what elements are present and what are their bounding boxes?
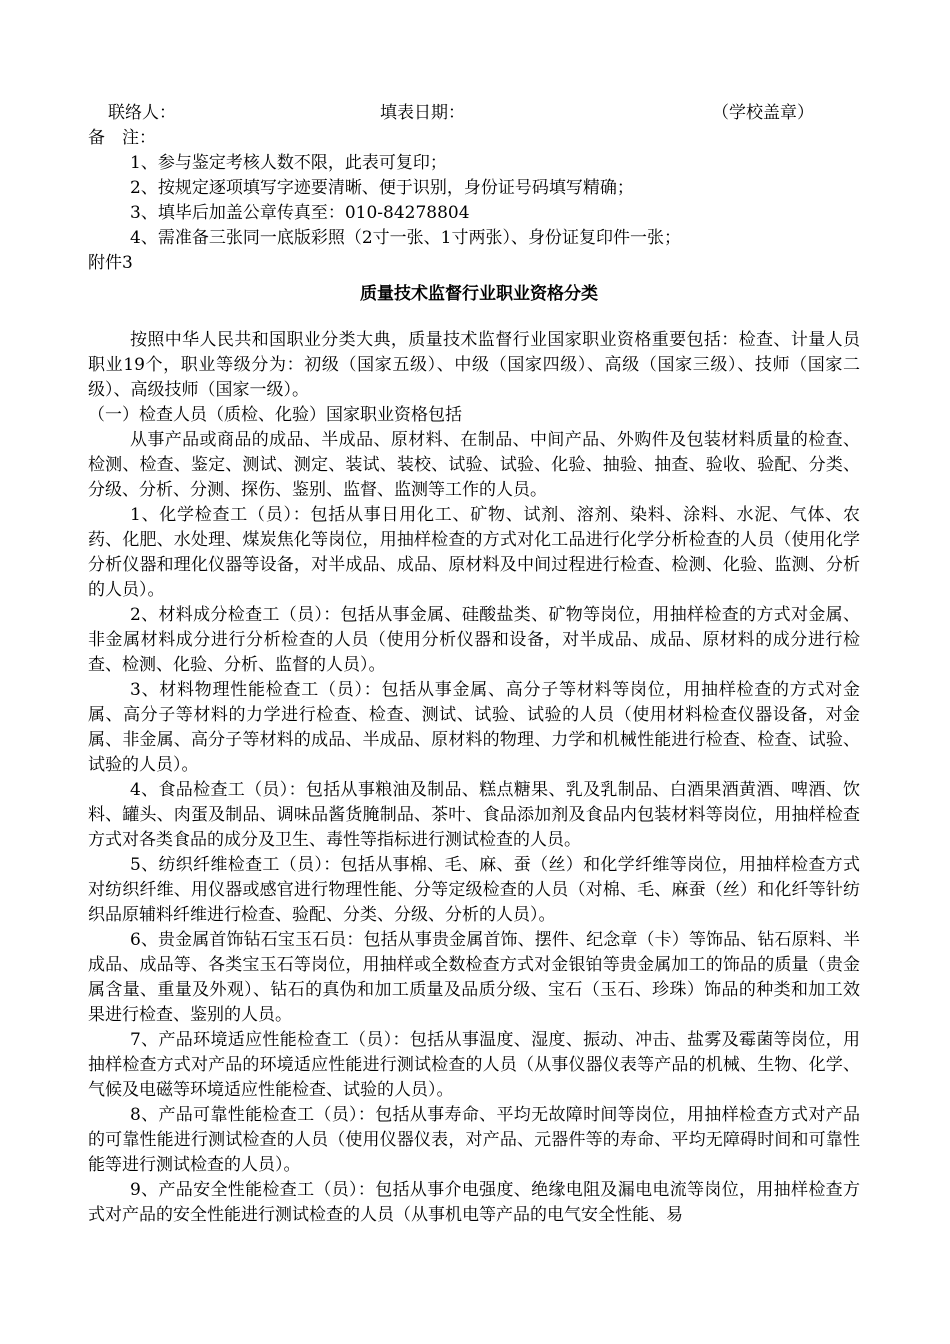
category-item-6: 6、贵金属首饰钻石宝玉石员：包括从事贵金属首饰、摆件、纪念章（卡）等饰品、钻石原料、半成品、成品等、各类宝玉石等岗位，用抽样或全数检查方式对金银铂等贵金属加工的饰品的质量（贵金属含量、重量及外观）、钻石的真伪和加工质量及品质分级、宝石（玉石、珍珠）饰品的种类和加工效果进行检查、鉴别的人员。	[88, 930, 860, 1025]
note-item-1: 1、参与鉴定考核人数不限，此表可复印；	[130, 153, 447, 173]
note-item-2: 2、按规定逐项填写字迹要清晰、便于识别，身份证号码填写精确；	[130, 178, 634, 198]
category-item-3: 3、材料物理性能检查工（员）：包括从事金属、高分子等材料等岗位，用抽样检查的方式对金属、高分子等材料的力学进行检查、检查、测试、试验、试验的人员（使用材料检查仪器设备，对金属、非金属、高分子等材料的成品、半成品、原材料的物理、力学和机械性能进行检查、检查、试验、试验的人员）。	[88, 680, 860, 775]
section-heading: （一）检查人员（质检、化验）国家职业资格包括	[88, 405, 462, 425]
category-item-1: 1、化学检查工（员）：包括从事日用化工、矿物、试剂、溶剂、染料、涂料、水泥、气体、农药、化肥、水处理、煤炭焦化等岗位，用抽样检查的方式对化工品进行化学分析检查的人员（使用化学分析仪器和理化仪器等设备，对半成品、成品、原材料及中间过程进行检查、检测、化验、监测、分析的人员）。	[88, 505, 860, 600]
contact-person-label: 联络人：	[108, 103, 176, 123]
document-page	[88, 101, 860, 1228]
section-description: 从事产品或商品的成品、半成品、原材料、在制品、中间产品、外购件及包装材料质量的检查、检测、检查、鉴定、测试、测定、装试、装校、试验、试验、化验、抽验、抽查、验收、验配、分类、分级、分析、分测、探伤、鉴别、监督、监测等工作的人员。	[88, 430, 860, 500]
category-item-9: 9、产品安全性能检查工（员）：包括从事介电强度、绝缘电阻及漏电电流等岗位，用抽样检查方式对产品的安全性能进行测试检查的人员（从事机电等产品的电气安全性能、易	[88, 1180, 860, 1225]
category-item-7: 7、产品环境适应性能检查工（员）：包括从事温度、湿度、振动、冲击、盐雾及霉菌等岗位，用抽样检查方式对产品的环境适应性能进行测试检查的人员（从事仪器仪表等产品的机械、生物、化学、气候及电磁等环境适应性能检查、试验的人员）。	[88, 1030, 860, 1100]
school-seal-label: （学校盖章）	[712, 103, 814, 123]
category-item-2: 2、材料成分检查工（员）：包括从事金属、硅酸盐类、矿物等岗位，用抽样检查的方式对金属、非金属材料成分进行分析检查的人员（使用分析仪器和设备，对半成品、成品、原材料的成分进行检查、检测、化验、分析、监督的人员）。	[88, 605, 860, 675]
intro-paragraph: 按照中华人民共和国职业分类大典，质量技术监督行业国家职业资格重要包括：检查、计量人员职业19个，职业等级分为：初级（国家五级）、中级（国家四级）、高级（国家三级）、技师（国家二级）、高级技师（国家一级）。	[88, 330, 860, 400]
note-item-3: 3、填毕后加盖公章传真至：010-84278804	[130, 203, 470, 223]
attachment-label: 附件3	[88, 253, 133, 273]
notes-label: 备 注：	[88, 128, 156, 148]
category-item-5: 5、纺织纤维检查工（员）：包括从事棉、毛、麻、蚕（丝）和化学纤维等岗位，用抽样检查方式对纺织纤维、用仪器或感官进行物理性能、分等定级检查的人员（对棉、毛、麻蚕（丝）和化纤等针纺织品原辅料纤维进行检查、验配、分类、分级、分析的人员）。	[88, 855, 860, 925]
category-item-4: 4、食品检查工（员）：包括从事粮油及制品、糕点糖果、乳及乳制品、白酒果酒黄酒、啤酒、饮料、罐头、肉蛋及制品、调味品酱货腌制品、茶叶、食品添加剂及食品内包装材料等岗位，用抽样检查方式对各类食品的成分及卫生、毒性等指标进行测试检查的人员。	[88, 780, 860, 850]
fill-date-label: 填表日期：	[380, 103, 465, 123]
category-item-8: 8、产品可靠性能检查工（员）：包括从事寿命、平均无故障时间等岗位，用抽样检查方式对产品的可靠性能进行测试检查的人员（使用仪器仪表，对产品、元器件等的寿命、平均无障碍时间和可靠性能等进行测试检查的人员）。	[88, 1105, 860, 1175]
document-title: 质量技术监督行业职业资格分类	[360, 284, 598, 304]
form-footer-row	[88, 101, 860, 126]
note-item-4: 4、需准备三张同一底版彩照（2寸一张、1寸两张）、身份证复印件一张；	[130, 228, 681, 248]
